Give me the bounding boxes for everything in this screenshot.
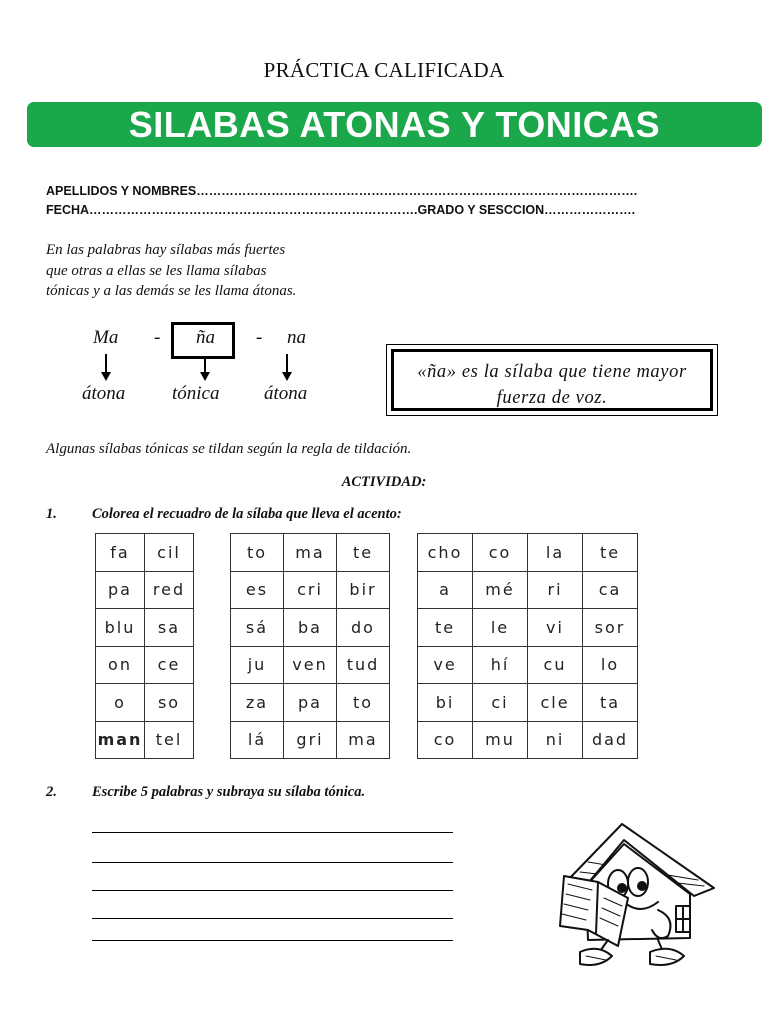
syllable-cell[interactable]: mu — [473, 721, 528, 759]
title-banner — [27, 102, 762, 147]
syllable-table-3 — [417, 533, 638, 759]
table-row — [231, 721, 390, 759]
syllable-cell[interactable]: la — [528, 534, 583, 572]
syllable-cell[interactable]: ju — [231, 646, 284, 684]
banner-text: SILABAS ATONAS Y TONICAS — [128, 103, 661, 145]
intro-line: tónicas y a las demás se les llama átonas. — [46, 283, 297, 299]
syllable-cell[interactable]: te — [337, 534, 390, 572]
table-row — [231, 609, 390, 647]
table-row — [231, 534, 390, 572]
syllable-cell[interactable]: cho — [418, 534, 473, 572]
syllable-cell[interactable]: za — [231, 684, 284, 722]
syllable-cell[interactable]: to — [337, 684, 390, 722]
syllable-cell[interactable]: cil — [145, 534, 194, 572]
syllable-cell[interactable]: sor — [583, 609, 638, 647]
arrow-line — [286, 354, 288, 372]
table-row — [96, 571, 194, 609]
syllable-separator: - — [154, 327, 161, 348]
table-row — [418, 571, 638, 609]
table-row — [96, 534, 194, 572]
syllable-cell[interactable]: ba — [284, 609, 337, 647]
syllable-cell[interactable]: bi — [418, 684, 473, 722]
syllable-table-2 — [230, 533, 390, 759]
syllable-cell[interactable]: fa — [96, 534, 145, 572]
syllable-cell[interactable]: blu — [96, 609, 145, 647]
date-grade-field[interactable]: FECHA…………………………………………………………………….GRADO Y SESCCION…………………. — [46, 203, 636, 217]
syllable-cell[interactable]: pa — [96, 571, 145, 609]
house-book-mascot-icon — [558, 822, 718, 976]
syllable-cell[interactable]: do — [337, 609, 390, 647]
answer-line[interactable] — [92, 940, 453, 941]
syllable-cell[interactable]: bir — [337, 571, 390, 609]
table-row — [418, 684, 638, 722]
table-row — [96, 684, 194, 722]
syllable-3: na — [287, 327, 306, 348]
table-row — [418, 646, 638, 684]
syllable-cell[interactable]: ce — [145, 646, 194, 684]
question-1-number: 1. — [46, 506, 57, 522]
intro-line: que otras a ellas se les llama sílabas — [46, 262, 267, 279]
note-text: Algunas sílabas tónicas se tildan según la regla de tildación. — [46, 441, 412, 457]
table-row — [96, 609, 194, 647]
syllable-cell[interactable]: ni — [528, 721, 583, 759]
table-row — [231, 646, 390, 684]
table-row — [231, 684, 390, 722]
table-row — [418, 721, 638, 759]
syllable-cell[interactable]: ven — [284, 646, 337, 684]
arrow-line — [105, 354, 107, 372]
question-1-text: Colorea el recuadro de la sílaba que lleva el acento: — [92, 506, 402, 522]
syllable-2: ña — [196, 327, 215, 348]
syllable-cell[interactable]: dad — [583, 721, 638, 759]
definition-box-inner — [391, 349, 713, 411]
syllable-cell[interactable]: tud — [337, 646, 390, 684]
syllable-cell[interactable]: gri — [284, 721, 337, 759]
table-row — [96, 721, 194, 759]
syllable-cell[interactable]: so — [145, 684, 194, 722]
syllable-cell[interactable]: te — [418, 609, 473, 647]
answer-line[interactable] — [92, 862, 453, 863]
definition-line: fuerza de voz. — [496, 388, 608, 408]
syllable-cell[interactable]: te — [583, 534, 638, 572]
syllable-cell[interactable]: es — [231, 571, 284, 609]
syllable-cell[interactable]: ri — [528, 571, 583, 609]
activity-title: ACTIVIDAD: — [341, 474, 427, 490]
syllable-cell[interactable]: ta — [583, 684, 638, 722]
table-row — [96, 646, 194, 684]
syllable-cell[interactable]: mé — [473, 571, 528, 609]
syllable-cell[interactable]: man — [96, 721, 145, 759]
label-atona: átona — [82, 383, 126, 404]
answer-line[interactable] — [92, 832, 453, 833]
intro-line: En las palabras hay sílabas más fuertes — [46, 242, 286, 258]
arrow-down-icon — [101, 372, 111, 381]
syllable-cell[interactable]: co — [473, 534, 528, 572]
syllable-cell[interactable]: on — [96, 646, 145, 684]
syllable-cell[interactable]: sa — [145, 609, 194, 647]
table-row — [418, 534, 638, 572]
syllable-cell[interactable]: to — [231, 534, 284, 572]
arrow-line — [204, 356, 206, 372]
syllable-cell[interactable]: ci — [473, 684, 528, 722]
arrow-down-icon — [200, 372, 210, 381]
syllable-cell[interactable]: cri — [284, 571, 337, 609]
syllable-cell[interactable]: o — [96, 684, 145, 722]
answer-line[interactable] — [92, 918, 453, 919]
syllable-cell[interactable]: co — [418, 721, 473, 759]
arrow-down-icon — [282, 372, 292, 381]
syllable-cell[interactable]: hí — [473, 646, 528, 684]
syllable-cell[interactable]: ma — [337, 721, 390, 759]
intro-paragraph — [46, 240, 296, 302]
syllable-cell[interactable]: le — [473, 609, 528, 647]
syllable-cell[interactable]: ve — [418, 646, 473, 684]
syllable-cell[interactable]: a — [418, 571, 473, 609]
definition-line: «ña» es la sílaba que tiene mayor — [417, 362, 687, 382]
question-2-text: Escribe 5 palabras y subraya su sílaba tónica. — [92, 784, 366, 800]
table-row — [418, 609, 638, 647]
label-tonica: tónica — [172, 383, 220, 404]
definition-text — [394, 359, 710, 411]
syllable-cell[interactable]: ma — [284, 534, 337, 572]
syllable-cell[interactable]: ca — [583, 571, 638, 609]
syllable-cell[interactable]: cu — [528, 646, 583, 684]
syllable-cell[interactable]: vi — [528, 609, 583, 647]
syllable-table-1 — [95, 533, 194, 759]
syllable-cell[interactable]: red — [145, 571, 194, 609]
label-atona: átona — [264, 383, 308, 404]
answer-line[interactable] — [92, 890, 453, 891]
question-2-number: 2. — [46, 784, 57, 800]
page-title: PRÁCTICA CALIFICADA — [263, 58, 505, 82]
syllable-1: Ma — [93, 327, 119, 348]
table-row — [231, 571, 390, 609]
syllable-separator: - — [256, 327, 263, 348]
syllable-cell[interactable]: cle — [528, 684, 583, 722]
syllable-cell[interactable]: lá — [231, 721, 284, 759]
syllable-cell[interactable]: sá — [231, 609, 284, 647]
syllable-cell[interactable]: lo — [583, 646, 638, 684]
names-field[interactable]: APELLIDOS Y NOMBRES……………………………………………………………………………………………. — [46, 184, 638, 198]
syllable-cell[interactable]: tel — [145, 721, 194, 759]
syllable-cell[interactable]: pa — [284, 684, 337, 722]
definition-box — [386, 344, 718, 416]
